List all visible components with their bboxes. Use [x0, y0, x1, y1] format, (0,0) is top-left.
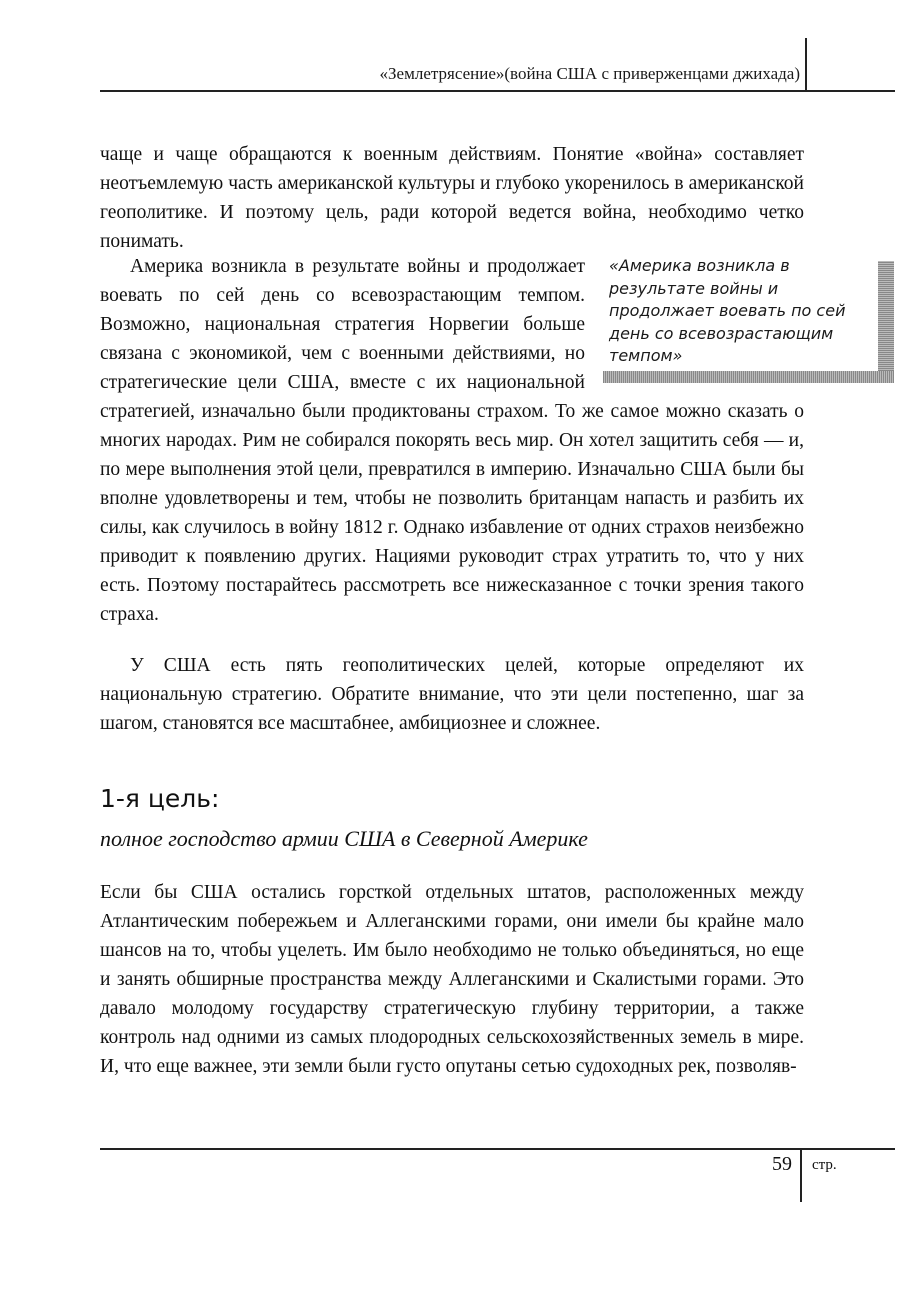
footer-vertical-bar	[800, 1148, 802, 1202]
pull-quote	[599, 255, 894, 385]
paragraph-4: Если бы США остались горсткой отдельных штатов, расположенных между Атлантическим побережьем и Аллеганскими горами, они имели бы крайне мало шансов на то, чтобы уцелеть. Им было необходимо не только объединяться, но еще и занять обширные пространства между Аллеганскими и Скалистыми горами. Это давало молодому государству стратегическую глубину территории, а также контроль над одними из самых плодородных сельскохозяйственных земель в мире. И, что еще важнее, эти земли были густо опутаны сетью судоходных рек, позволяв-	[100, 882, 804, 1077]
paragraph-3: У США есть пять геополитических целей, которые определяют их национальную стратегию. Обратите внимание, что эти цели постепенно, шаг за шагом, становятся все масштабнее, амбициознее и сложнее.	[100, 655, 804, 734]
paragraph-2-block	[100, 252, 846, 629]
page-label: стр.	[812, 1157, 837, 1173]
page-number: 59	[772, 1153, 792, 1175]
header-rule	[100, 90, 895, 92]
pull-quote-shadow-bottom	[603, 371, 894, 383]
header-vertical-bar	[805, 38, 807, 90]
paragraph-2: Америка возникла в результате войны и продолжает воевать по сей день со всевозрастающим темпом. Возможно, национальная стратегия Норвегии больше связана с экономикой, чем с военными действиями, но стратегические цели США, вместе с их национальной стратегией, изначально были продиктованы страхом. То же самое можно сказать о многих народах. Рим не собирался покорять весь мир. Он хотел защитить себя — и, по мере выполнения этой цели, превратился в империю. Изначально США были бы вполне удовлетворены и тем, чтобы не позволить британцам напасть и разбить их силы, как случилось в войну 1812 г. Однако избавление от одних страхов неизбежно приводит к появлению других. Нациями руководит страх утратить то, что у них есть. Поэтому постарайтесь рассмотреть все нижесказанное с точки зрения такого страха.	[100, 256, 804, 625]
section-heading: 1-я цель:	[100, 784, 220, 813]
pull-quote-text: «Америка возникла в результате войны и продолжает воевать по сей день со всевозрастающим темпом»	[609, 256, 846, 365]
pull-quote-shadow-right	[878, 261, 894, 381]
paragraph-1: чаще и чаще обращаются к военным действиям. Понятие «война» составляет неотъемлемую часть американской культуры и глубоко укоренилось в американской геополитике. И поэтому цель, ради которой ведется война, необходимо четко понимать.	[100, 144, 804, 252]
footer-rule	[100, 1148, 895, 1150]
running-header: «Землетрясение»(война США с приверженцами джихада)	[379, 64, 800, 83]
section-subheading: полное господство армии США в Северной Америке	[100, 826, 588, 851]
